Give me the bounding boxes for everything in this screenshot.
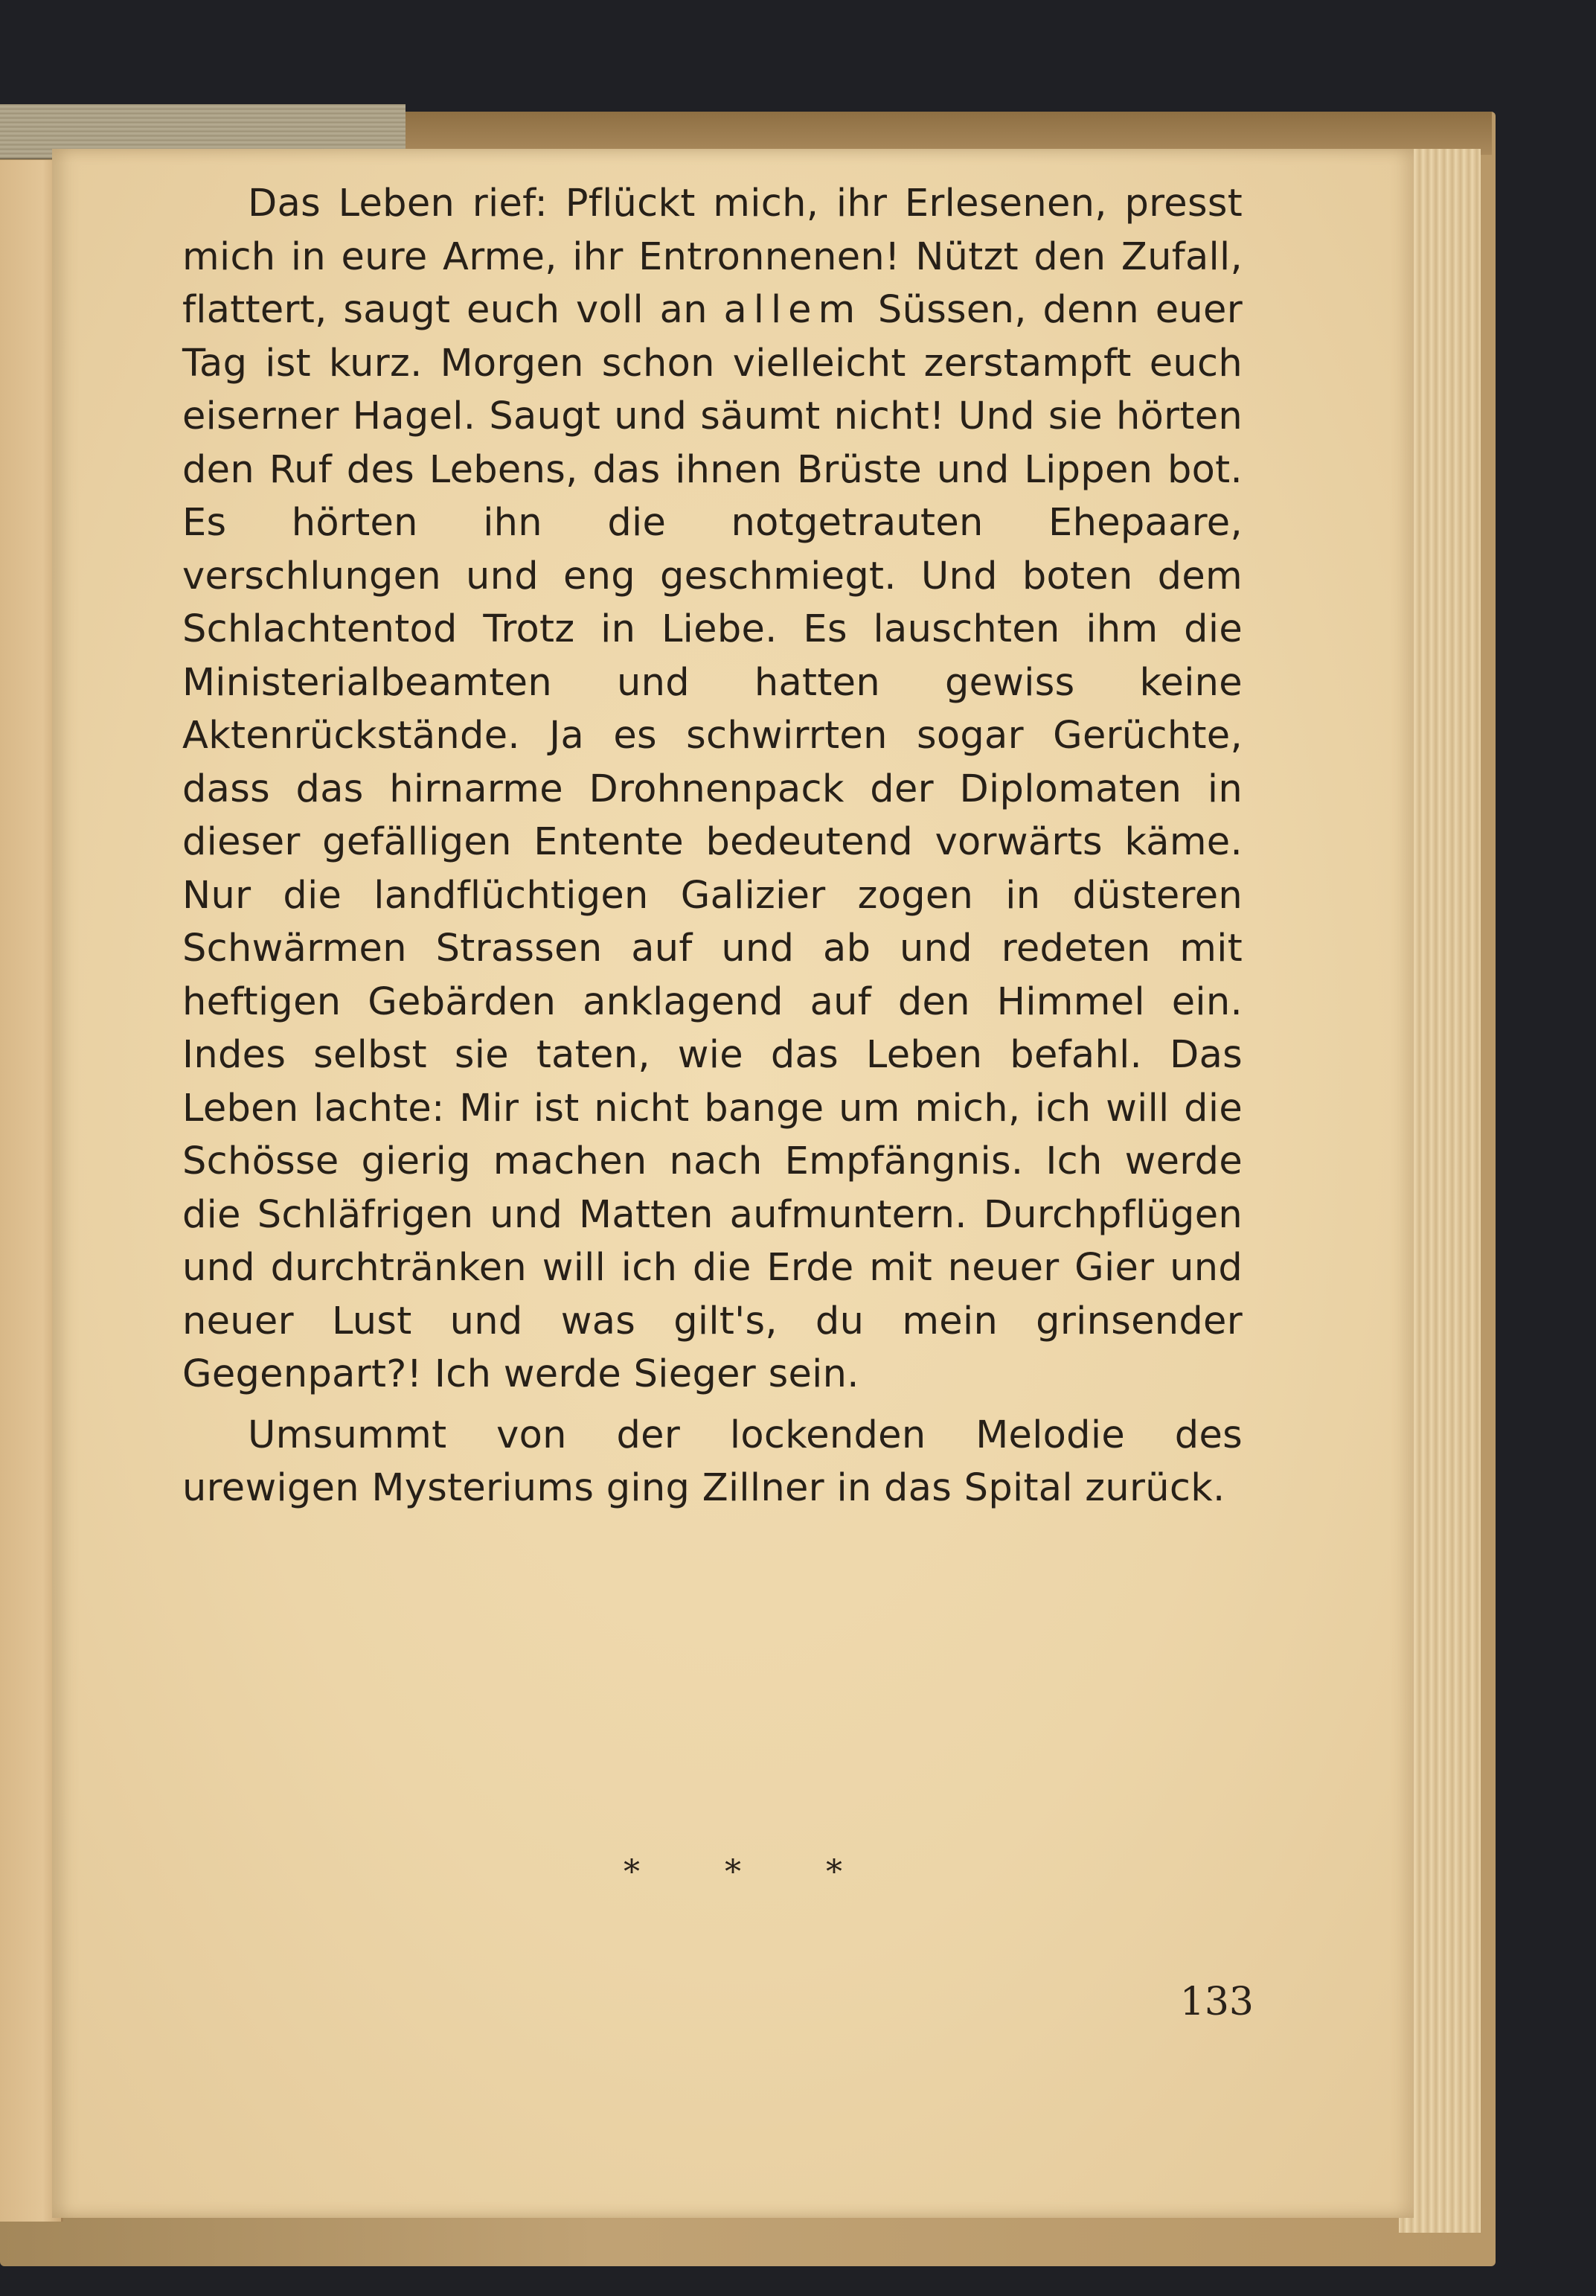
page-number: 133 — [1179, 1980, 1254, 2024]
paragraph: Umsummt von der lockenden Melodie des urewigen Mysteriums ging Zillner in das Spital zurück. — [182, 1413, 1243, 1510]
paragraph-text: Süssen, denn euer Tag ist kurz. Morgen schon vielleicht zerstampft euch eiserner Hagel. Saugt und säumt nicht! Und sie hörten den Ruf des Lebens, das ihnen Brüste und Lippen bot. Es hörten ihn die notgetrauten Ehepaare, verschlungen und eng geschmiegt. Und boten dem Schlachtentod Trotz in Liebe. Es lauschten ihm die Ministerialbeamten und hatten gewiss keine Aktenrückstände. Ja es schwirrten sogar Gerüchte, dass das hirnarme Drohnenpack der Diplomaten in dieser gefälligen Entente bedeutend vorwärts käme. Nur die landflüchtigen Galizier zogen in düsteren Schwärmen Strassen auf und ab und redeten mit heftigen Gebärden anklagend auf den Himmel ein. Indes selbst sie taten, wie das Leben befahl. Das Leben lachte: Mir ist nicht bange um mich, ich will die Schösse gierig machen nach Empfängnis. Ich werde die Schläfrigen und Matten aufmuntern. Durchpflügen und durchtränken will ich die Erde mit neuer Gier und neuer Lust und was gilt's, du mein grinsender Gegenpart?! Ich werde Sieger sein. — [182, 288, 1243, 1396]
paragraph — [182, 177, 1243, 1401]
page-body — [182, 177, 1243, 1515]
section-separator: * * * — [624, 1853, 842, 1891]
paragraph-text: Das Leben rief: Pflückt mich, ihr Erlesenen, presst mich in eure Arme, ihr Entronnenen! Nützt den Zufall, flattert, saugt euch voll an — [182, 182, 1243, 332]
emphasized-word: allem — [723, 288, 862, 332]
